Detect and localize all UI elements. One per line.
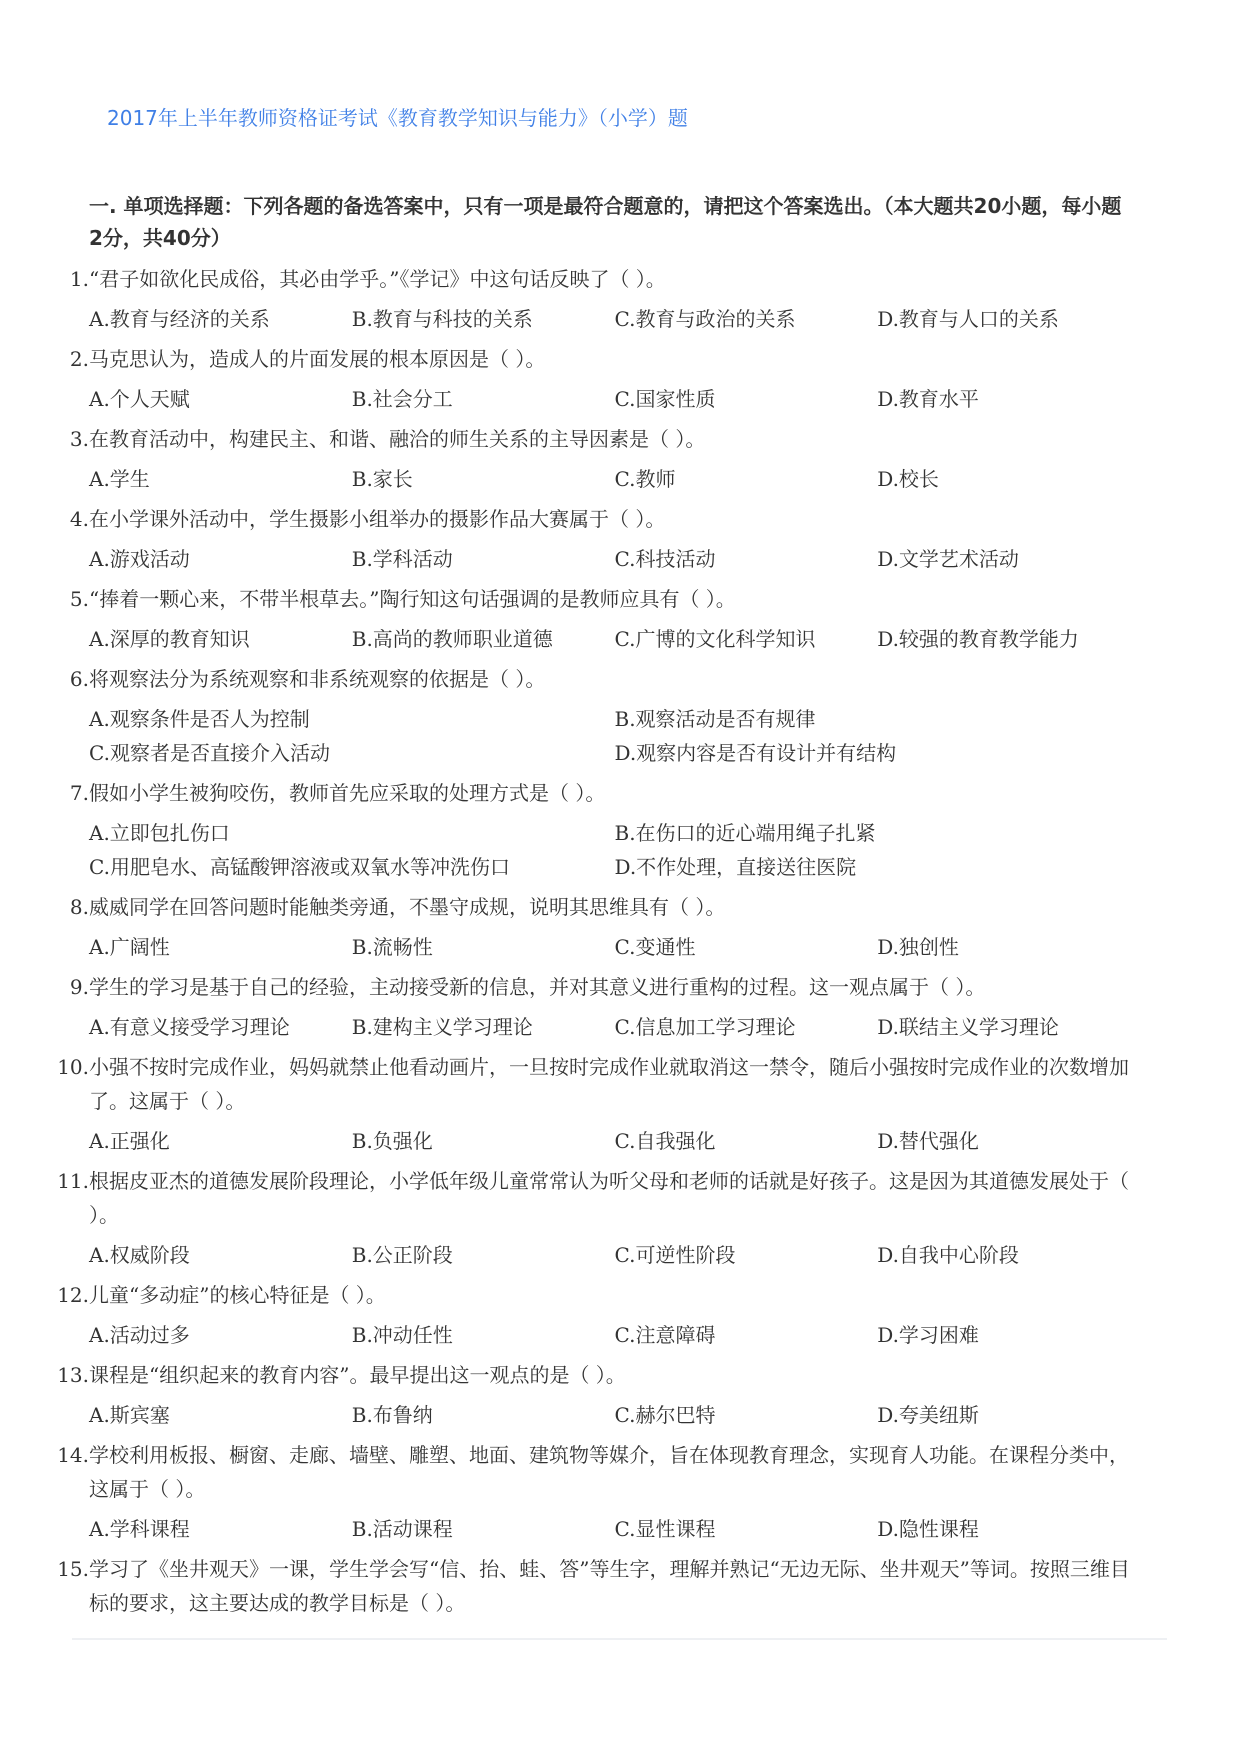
question-number: 1.	[69, 267, 89, 291]
question-text: 将观察法分为系统观察和非系统观察的依据是（ ）。	[89, 667, 546, 691]
answer-options	[50, 810, 1140, 884]
question-text: “君子如欲化民成俗，其必由学乎。”《学记》中这句话反映了（ ）。	[89, 267, 666, 291]
answer-option: D.教育与人口的关系	[877, 307, 1059, 331]
answer-option: D.较强的教育教学能力	[877, 627, 1079, 651]
answer-options	[50, 1312, 1140, 1352]
document-title: 2017年上半年教师资格证考试《教育教学知识与能力》（小学）题	[107, 106, 688, 130]
answer-option: C.教师	[614, 467, 676, 491]
answer-option: C.广博的文化科学知识	[614, 627, 816, 651]
question	[50, 770, 1140, 810]
answer-option: D.校长	[877, 467, 939, 491]
answer-option: A.有意义接受学习理论	[89, 1015, 290, 1039]
answer-options	[50, 1392, 1140, 1432]
answer-option: A.个人天赋	[89, 387, 190, 411]
answer-option: D.学习困难	[877, 1323, 979, 1347]
answer-option: B.在伤口的近心端用绳子扎紧	[614, 821, 876, 845]
answer-option: C.观察者是否直接介入活动	[89, 741, 330, 765]
question-text: 根据皮亚杰的道德发展阶段理论，小学低年级儿童常常认为听父母和老师的话就是好孩子。这是因为其道德发展处于（ ）。	[89, 1169, 1129, 1227]
question-number: 13.	[57, 1363, 89, 1387]
answer-option: A.权威阶段	[89, 1243, 190, 1267]
answer-options	[50, 1118, 1140, 1158]
question-number: 6.	[69, 667, 89, 691]
answer-option: A.学生	[89, 467, 150, 491]
answer-options	[50, 376, 1140, 416]
question-text: 小强不按时完成作业，妈妈就禁止他看动画片，一旦按时完成作业就取消这一禁令，随后小强按时完成作业的次数增加了。这属于（ ）。	[89, 1055, 1129, 1113]
answer-option: B.活动课程	[351, 1517, 453, 1541]
question	[50, 1044, 1140, 1118]
question-number: 12.	[57, 1283, 89, 1307]
question-number: 10.	[57, 1055, 89, 1079]
answer-option: A.观察条件是否人为控制	[89, 707, 310, 731]
divider	[72, 1638, 1167, 1640]
answer-options	[50, 924, 1140, 964]
question-number: 15.	[57, 1557, 89, 1581]
answer-option: C.科技活动	[614, 547, 716, 571]
question	[50, 1546, 1140, 1620]
question	[50, 884, 1140, 924]
answer-option: A.游戏活动	[89, 547, 190, 571]
question-text: 学习了《坐井观天》一课，学生学会写“信、抬、蛙、答”等生字，理解并熟记“无边无际、坐井观天”等词。按照三维目标的要求，这主要达成的教学目标是（ ）。	[89, 1557, 1130, 1615]
answer-option: C.自我强化	[614, 1129, 716, 1153]
answer-option: D.教育水平	[877, 387, 979, 411]
question-text: 马克思认为，造成人的片面发展的根本原因是（ ）。	[89, 347, 546, 371]
question	[50, 1352, 1140, 1392]
question-number: 2.	[69, 347, 89, 371]
answer-option: B.社会分工	[351, 387, 453, 411]
answer-option: A.活动过多	[89, 1323, 190, 1347]
answer-option: B.冲动任性	[351, 1323, 453, 1347]
answer-options	[50, 1004, 1140, 1044]
question	[50, 576, 1140, 616]
answer-option: A.广阔性	[89, 935, 170, 959]
answer-option: B.教育与科技的关系	[351, 307, 533, 331]
question-text: 假如小学生被狗咬伤，教师首先应采取的处理方式是（ ）。	[89, 781, 606, 805]
answer-option: D.独创性	[877, 935, 959, 959]
answer-option: A.正强化	[89, 1129, 170, 1153]
question-list	[50, 256, 1140, 1620]
answer-options	[50, 1506, 1140, 1546]
answer-option: C.赫尔巴特	[614, 1403, 716, 1427]
answer-options	[50, 536, 1140, 576]
question-text: 学生的学习是基于自己的经验，主动接受新的信息，并对其意义进行重构的过程。这一观点属于（ ）。	[89, 975, 986, 999]
answer-option: D.文学艺术活动	[877, 547, 1019, 571]
answer-option: B.布鲁纳	[351, 1403, 433, 1427]
answer-options	[50, 696, 1140, 770]
question	[50, 1432, 1140, 1506]
answer-option: A.教育与经济的关系	[89, 307, 270, 331]
answer-option: D.夸美纽斯	[877, 1403, 979, 1427]
answer-option: C.国家性质	[614, 387, 716, 411]
answer-option: D.观察内容是否有设计并有结构	[614, 741, 897, 765]
question-number: 8.	[69, 895, 89, 919]
answer-option: B.公正阶段	[351, 1243, 453, 1267]
question	[50, 256, 1140, 296]
answer-options	[50, 1232, 1140, 1272]
question-text: 在教育活动中，构建民主、和谐、融洽的师生关系的主导因素是（ ）。	[89, 427, 706, 451]
question	[50, 964, 1140, 1004]
question-number: 4.	[69, 507, 89, 531]
answer-option: A.深厚的教育知识	[89, 627, 250, 651]
answer-option: C.注意障碍	[614, 1323, 716, 1347]
question	[50, 1158, 1140, 1232]
question	[50, 416, 1140, 456]
question-number: 3.	[69, 427, 89, 451]
question-text: 学校利用板报、橱窗、走廊、墙壁、雕塑、地面、建筑物等媒介，旨在体现教育理念，实现育人功能。在课程分类中，这属于（ ）。	[89, 1443, 1129, 1501]
answer-option: C.变通性	[614, 935, 696, 959]
answer-options	[50, 616, 1140, 656]
question	[50, 496, 1140, 536]
question-number: 7.	[69, 781, 89, 805]
answer-option: A.学科课程	[89, 1517, 190, 1541]
answer-option: D.替代强化	[877, 1129, 979, 1153]
question	[50, 656, 1140, 696]
question-number: 5.	[69, 587, 89, 611]
question-number: 14.	[57, 1443, 89, 1467]
answer-option: C.可逆性阶段	[614, 1243, 736, 1267]
question-text: 在小学课外活动中，学生摄影小组举办的摄影作品大赛属于（ ）。	[89, 507, 666, 531]
answer-option: A.斯宾塞	[89, 1403, 170, 1427]
answer-option: B.建构主义学习理论	[351, 1015, 533, 1039]
answer-option: D.隐性课程	[877, 1517, 979, 1541]
answer-option: B.观察活动是否有规律	[614, 707, 816, 731]
answer-option: D.不作处理，直接送往医院	[614, 855, 857, 879]
question	[50, 336, 1140, 376]
answer-option: D.联结主义学习理论	[877, 1015, 1059, 1039]
answer-options	[50, 456, 1140, 496]
question-text: 威威同学在回答问题时能触类旁通，不墨守成规，说明其思维具有（ ）。	[89, 895, 726, 919]
answer-option: B.高尚的教师职业道德	[351, 627, 553, 651]
answer-option: C.信息加工学习理论	[614, 1015, 796, 1039]
question-number: 11.	[57, 1169, 89, 1193]
answer-option: B.流畅性	[351, 935, 433, 959]
answer-option: B.学科活动	[351, 547, 453, 571]
answer-option: C.教育与政治的关系	[614, 307, 796, 331]
answer-option: B.家长	[351, 467, 413, 491]
question	[50, 1272, 1140, 1312]
answer-option: C.显性课程	[614, 1517, 716, 1541]
answer-option: B.负强化	[351, 1129, 433, 1153]
answer-option: A.立即包扎伤口	[89, 821, 230, 845]
question-text: 儿童“多动症”的核心特征是（ ）。	[89, 1283, 386, 1307]
question-number: 9.	[69, 975, 89, 999]
question-text: “捧着一颗心来，不带半根草去。”陶行知这句话强调的是教师应具有（ ）。	[89, 587, 736, 611]
answer-option: D.自我中心阶段	[877, 1243, 1019, 1267]
question-text: 课程是“组织起来的教育内容”。最早提出这一观点的是（ ）。	[89, 1363, 626, 1387]
answer-option: C.用肥皂水、高锰酸钾溶液或双氧水等冲洗伤口	[89, 855, 510, 879]
answer-options	[50, 296, 1140, 336]
section-heading: 一. 单项选择题：下列各题的备选答案中，只有一项是最符合题意的，请把这个答案选出。（本大题共20小题，每小题2分，共40分）	[89, 194, 1122, 250]
